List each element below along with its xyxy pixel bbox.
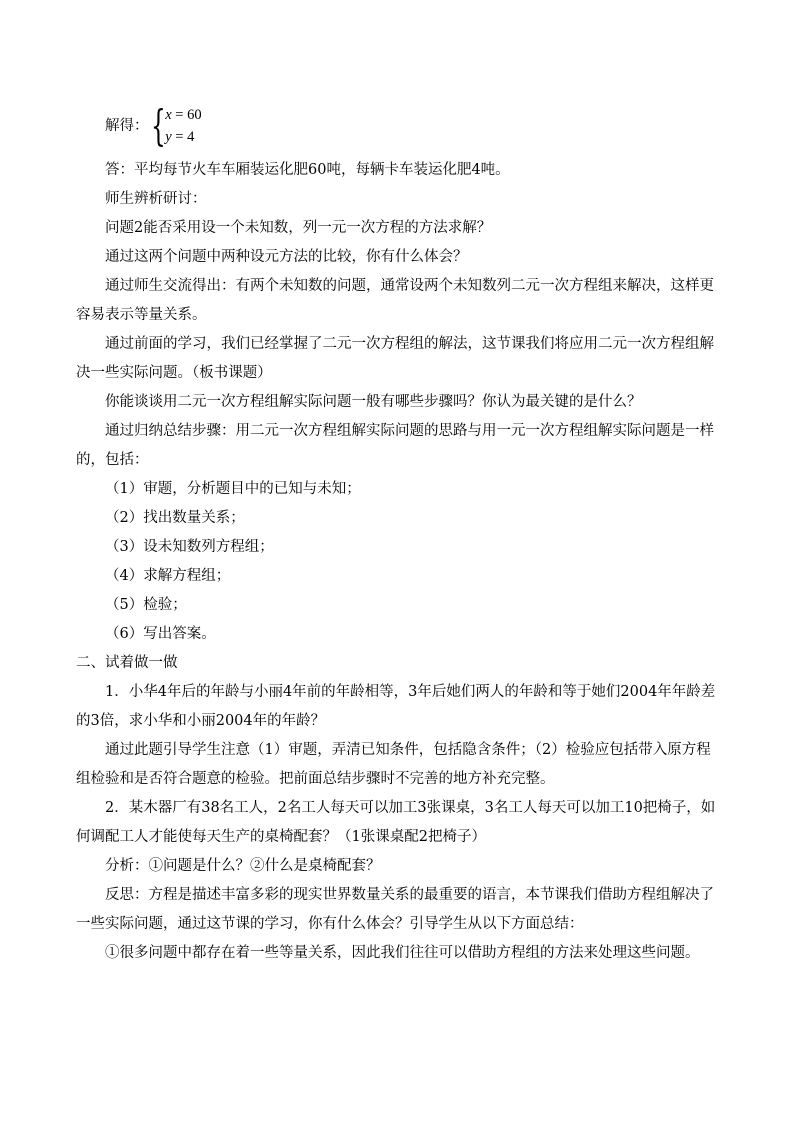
step-item: （2）找出数量关系； bbox=[105, 510, 245, 526]
conclusion-paragraph: 通过师生交流得出：有两个未知数的问题，通常设两个未知数列二元一次方程组来解决，这样更容易表示等量关系。 bbox=[76, 278, 714, 323]
step-item: （4）求解方程组； bbox=[105, 568, 231, 584]
analysis-paragraph: 分析：①问题是什么？②什么是桌椅配套？ bbox=[105, 858, 381, 874]
reflection-paragraph: 反思：方程是描述丰富多彩的现实世界数量关系的最重要的语言，本节课我们借助方程组解决了一些实际问题，通过这节课的学习，你有什么体会？引导学生从以下方面总结： bbox=[76, 887, 714, 932]
document-body bbox=[76, 100, 724, 968]
step-item: （1）审题，分析题目中的已知与未知； bbox=[105, 481, 361, 497]
step-item: （3）设未知数列方程组； bbox=[105, 539, 274, 555]
equation-y: y = 4 bbox=[165, 129, 195, 145]
question-paragraph: 通过这两个问题中两种设元方法的比较，你有什么体会？ bbox=[105, 249, 468, 265]
step-item: （6）写出答案。 bbox=[105, 626, 216, 642]
intro-paragraph: 通过前面的学习，我们已经掌握了二元一次方程组的解法，这节课我们将应用二元一次方程组解决一些实际问题。（板书课题） bbox=[76, 336, 714, 381]
equation-system bbox=[149, 101, 202, 150]
step-item: （5）检验； bbox=[105, 597, 187, 613]
solution-block bbox=[105, 100, 724, 152]
exercise-paragraph: 1．小华4年后的年龄与小丽4年前的年龄相等，3年后她们两人的年龄和等于她们2004年年龄差的3倍，求小华和小丽2004年的年龄？ bbox=[76, 684, 716, 729]
discussion-heading: 师生辨析研讨： bbox=[105, 191, 207, 207]
question-paragraph: 问题2能否采用设一个未知数，列一元一次方程的方法求解？ bbox=[105, 220, 492, 236]
guidance-paragraph: 通过此题引导学生注意（1）审题，弄清已知条件，包括隐含条件；（2）检验应包括带入原方程组检验和是否符合题意的检验。把前面总结步骤时不完善的地方补充完整。 bbox=[76, 742, 711, 787]
section-heading: 二、试着做一做 bbox=[76, 655, 178, 671]
brace-symbol: { bbox=[150, 101, 166, 150]
summary-paragraph: 通过归纳总结步骤：用二元一次方程组解实际问题的思路与用一元一次方程组解实际问题是一样的，包括： bbox=[76, 423, 714, 468]
equation-x: x = 60 bbox=[165, 107, 202, 123]
solution-label: 解得： bbox=[105, 118, 149, 134]
answer-paragraph: 答：平均每节火车车厢装运化肥60吨，每辆卡车装运化肥4吨。 bbox=[105, 162, 510, 178]
question-paragraph: 你能谈谈用二元一次方程组解实际问题一般有哪些步骤吗？你认为最关键的是什么？ bbox=[105, 394, 642, 410]
exercise-paragraph: 2．某木器厂有38名工人，2名工人每天可以加工3张课桌，3名工人每天可以加工10把椅子，如何调配工人才能使每天生产的桌椅配套？（1张课桌配2把椅子） bbox=[76, 800, 716, 845]
reflection-point: ①很多问题中都存在着一些等量关系，因此我们往往可以借助方程组的方法来处理这些问题。 bbox=[105, 945, 700, 961]
